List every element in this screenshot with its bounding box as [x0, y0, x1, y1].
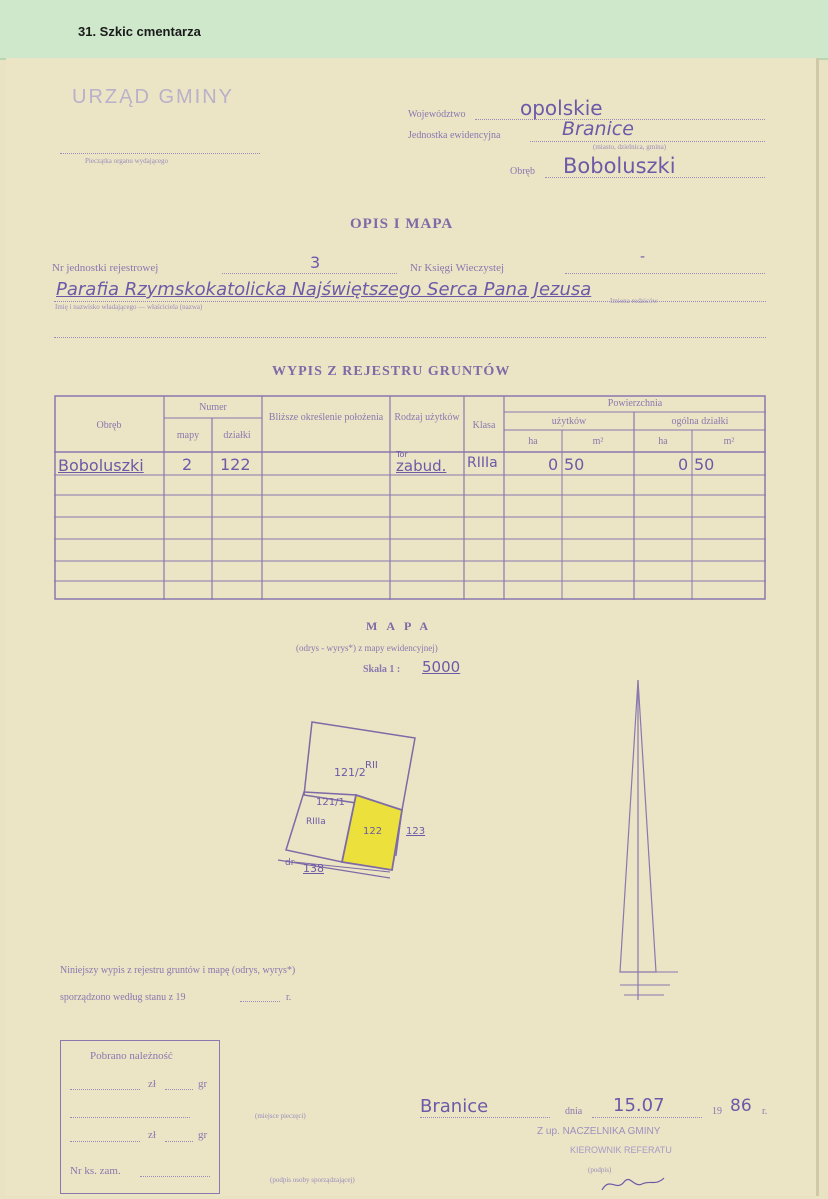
- fees-nr-ks-line: [140, 1175, 210, 1177]
- north-arrow-icon: [612, 680, 682, 1030]
- sign-caption: (podpis osoby sporządzającej): [270, 1176, 355, 1184]
- cell-rodzaj: zabud.: [396, 457, 447, 475]
- obreb-value: Boboluszki: [563, 154, 676, 178]
- date-label: dnia: [565, 1106, 583, 1117]
- doc-title: OPIS I MAPA: [350, 216, 454, 232]
- th-uzytkow: użytków: [551, 416, 587, 427]
- place-line: [420, 1116, 550, 1118]
- fees-gr-line-3: [165, 1140, 193, 1142]
- parcel-label-122: 122: [363, 826, 383, 837]
- th-ha-1: ha: [528, 436, 538, 447]
- th-m2-1: m²: [592, 436, 604, 447]
- scale-value: 5000: [422, 658, 461, 676]
- footer-line-1: Niniejszy wypis z rejestru gruntów i mapę (odrys, wyrys*): [60, 965, 296, 976]
- fees-title: Pobrano należność: [90, 1050, 173, 1062]
- road-label-dr: dr: [285, 858, 295, 868]
- wojewodztwo-label: Województwo: [408, 109, 466, 120]
- jednostka-hint: (miasto, dzielnica, gmina): [593, 143, 667, 151]
- date-line: [592, 1116, 702, 1118]
- map-title: MAPA: [366, 619, 438, 633]
- parcel-label-rii: RII: [365, 760, 378, 771]
- unit-nr-value: 3: [310, 253, 321, 272]
- faded-stamp: URZĄD GMINY: [72, 86, 234, 108]
- th-powierzchnia: Powierzchnia: [607, 398, 663, 409]
- unit-nr-label: Nr jednostki rejestrowej: [52, 262, 159, 274]
- parents-caption: Imiona rodziców: [610, 297, 658, 305]
- parcel-label-riiia: RIIIa: [306, 817, 326, 827]
- register-title: WYPIS Z REJESTRU GRUNTÓW: [272, 364, 511, 379]
- parcel-label-121-1: 121/1: [316, 797, 345, 808]
- cell-rodzaj-top: Tor: [396, 450, 408, 459]
- th-klasa: Klasa: [472, 420, 496, 431]
- unit-nr-line: [222, 272, 397, 274]
- fees-line-2: [70, 1116, 190, 1118]
- th-dzialki: działki: [223, 430, 251, 441]
- seal-place-caption: (miejsce pieczęci): [255, 1112, 306, 1120]
- road-label-138: 138: [303, 862, 324, 875]
- parcel-label-123: 123: [406, 826, 426, 837]
- jednostka-value: Branice: [562, 118, 634, 140]
- cell-uz-ha: 0: [548, 455, 559, 474]
- kw-line: [565, 272, 765, 274]
- jednostka-label: Jednostka ewidencyjna: [408, 130, 501, 141]
- year-suffix: r.: [762, 1106, 768, 1117]
- cell-mapy: 2: [182, 455, 193, 474]
- owner-line: [54, 300, 766, 302]
- footer-year-line: [240, 1000, 280, 1002]
- footer-line-2: sporządzono według stanu z 19: [60, 992, 186, 1003]
- th-numer: Numer: [199, 402, 227, 413]
- fees-gr-line-1: [165, 1088, 193, 1090]
- owner-caption: Imię i nazwisko władającego — właściciela (nazwa): [55, 303, 203, 311]
- th-m2-2: m²: [723, 436, 735, 447]
- jednostka-line: [530, 140, 765, 142]
- fees-zl-line-3: [70, 1140, 140, 1142]
- cell-obreb: Boboluszki: [58, 456, 144, 475]
- stamp-caption: Pieczątka organu wydającego: [85, 157, 169, 165]
- wojewodztwo-value: opolskie: [520, 96, 603, 120]
- th-blizsze: Bliższe określenie położenia: [268, 412, 384, 423]
- owner-name: Parafia Rzymskokatolicka Najświętszego Serca Pana Jezusa: [56, 279, 592, 300]
- fees-gr-1: gr: [198, 1078, 208, 1090]
- year-prefix: 19: [712, 1106, 722, 1117]
- cell-og-ha: 0: [678, 455, 689, 474]
- cell-og-m2: 50: [694, 455, 715, 474]
- stamp-line: [60, 152, 260, 154]
- fees-zl-3: zł: [148, 1129, 156, 1141]
- obreb-label: Obręb: [510, 166, 535, 177]
- th-ha-2: ha: [658, 436, 668, 447]
- signature-mark: [598, 1170, 668, 1196]
- cell-dzialki: 122: [220, 455, 251, 474]
- podpis-caption: (podpis): [588, 1166, 612, 1174]
- parcel-label-121-2: 121/2: [334, 766, 366, 779]
- fees-gr-3: gr: [198, 1129, 208, 1141]
- cell-klasa: RIIIa: [467, 455, 498, 471]
- fees-zl-1: zł: [148, 1078, 156, 1090]
- th-rodzaj: Rodzaj użytków: [394, 412, 460, 423]
- owner-line-2: [54, 336, 766, 338]
- footer-line-2-end: r.: [286, 992, 292, 1003]
- kw-value: -: [640, 249, 646, 265]
- signature-stamp-2: KIEROWNIK REFERATU: [570, 1145, 672, 1155]
- fees-nr-ks: Nr ks. zam.: [70, 1165, 121, 1177]
- fees-zl-line-1: [70, 1088, 140, 1090]
- signature-stamp-1: Z up. NACZELNIKA GMINY: [537, 1126, 661, 1137]
- kw-label: Nr Księgi Wieczystej: [410, 262, 505, 274]
- place-value: Branice: [420, 1096, 489, 1117]
- cadastral-map: [270, 710, 440, 890]
- th-ogolna: ogólna działki: [671, 416, 729, 427]
- map-subtitle: (odrys - wyrys*) z mapy ewidencyjnej): [296, 643, 438, 653]
- th-mapy: mapy: [176, 430, 200, 441]
- page-title: 31. Szkic cmentarza: [78, 24, 201, 39]
- cell-uz-m2: 50: [564, 455, 585, 474]
- th-obreb: Obręb: [96, 420, 122, 431]
- scale-label: Skala 1 :: [363, 664, 401, 675]
- year-value: 86: [730, 1096, 752, 1116]
- date-value: 15.07: [613, 1095, 665, 1116]
